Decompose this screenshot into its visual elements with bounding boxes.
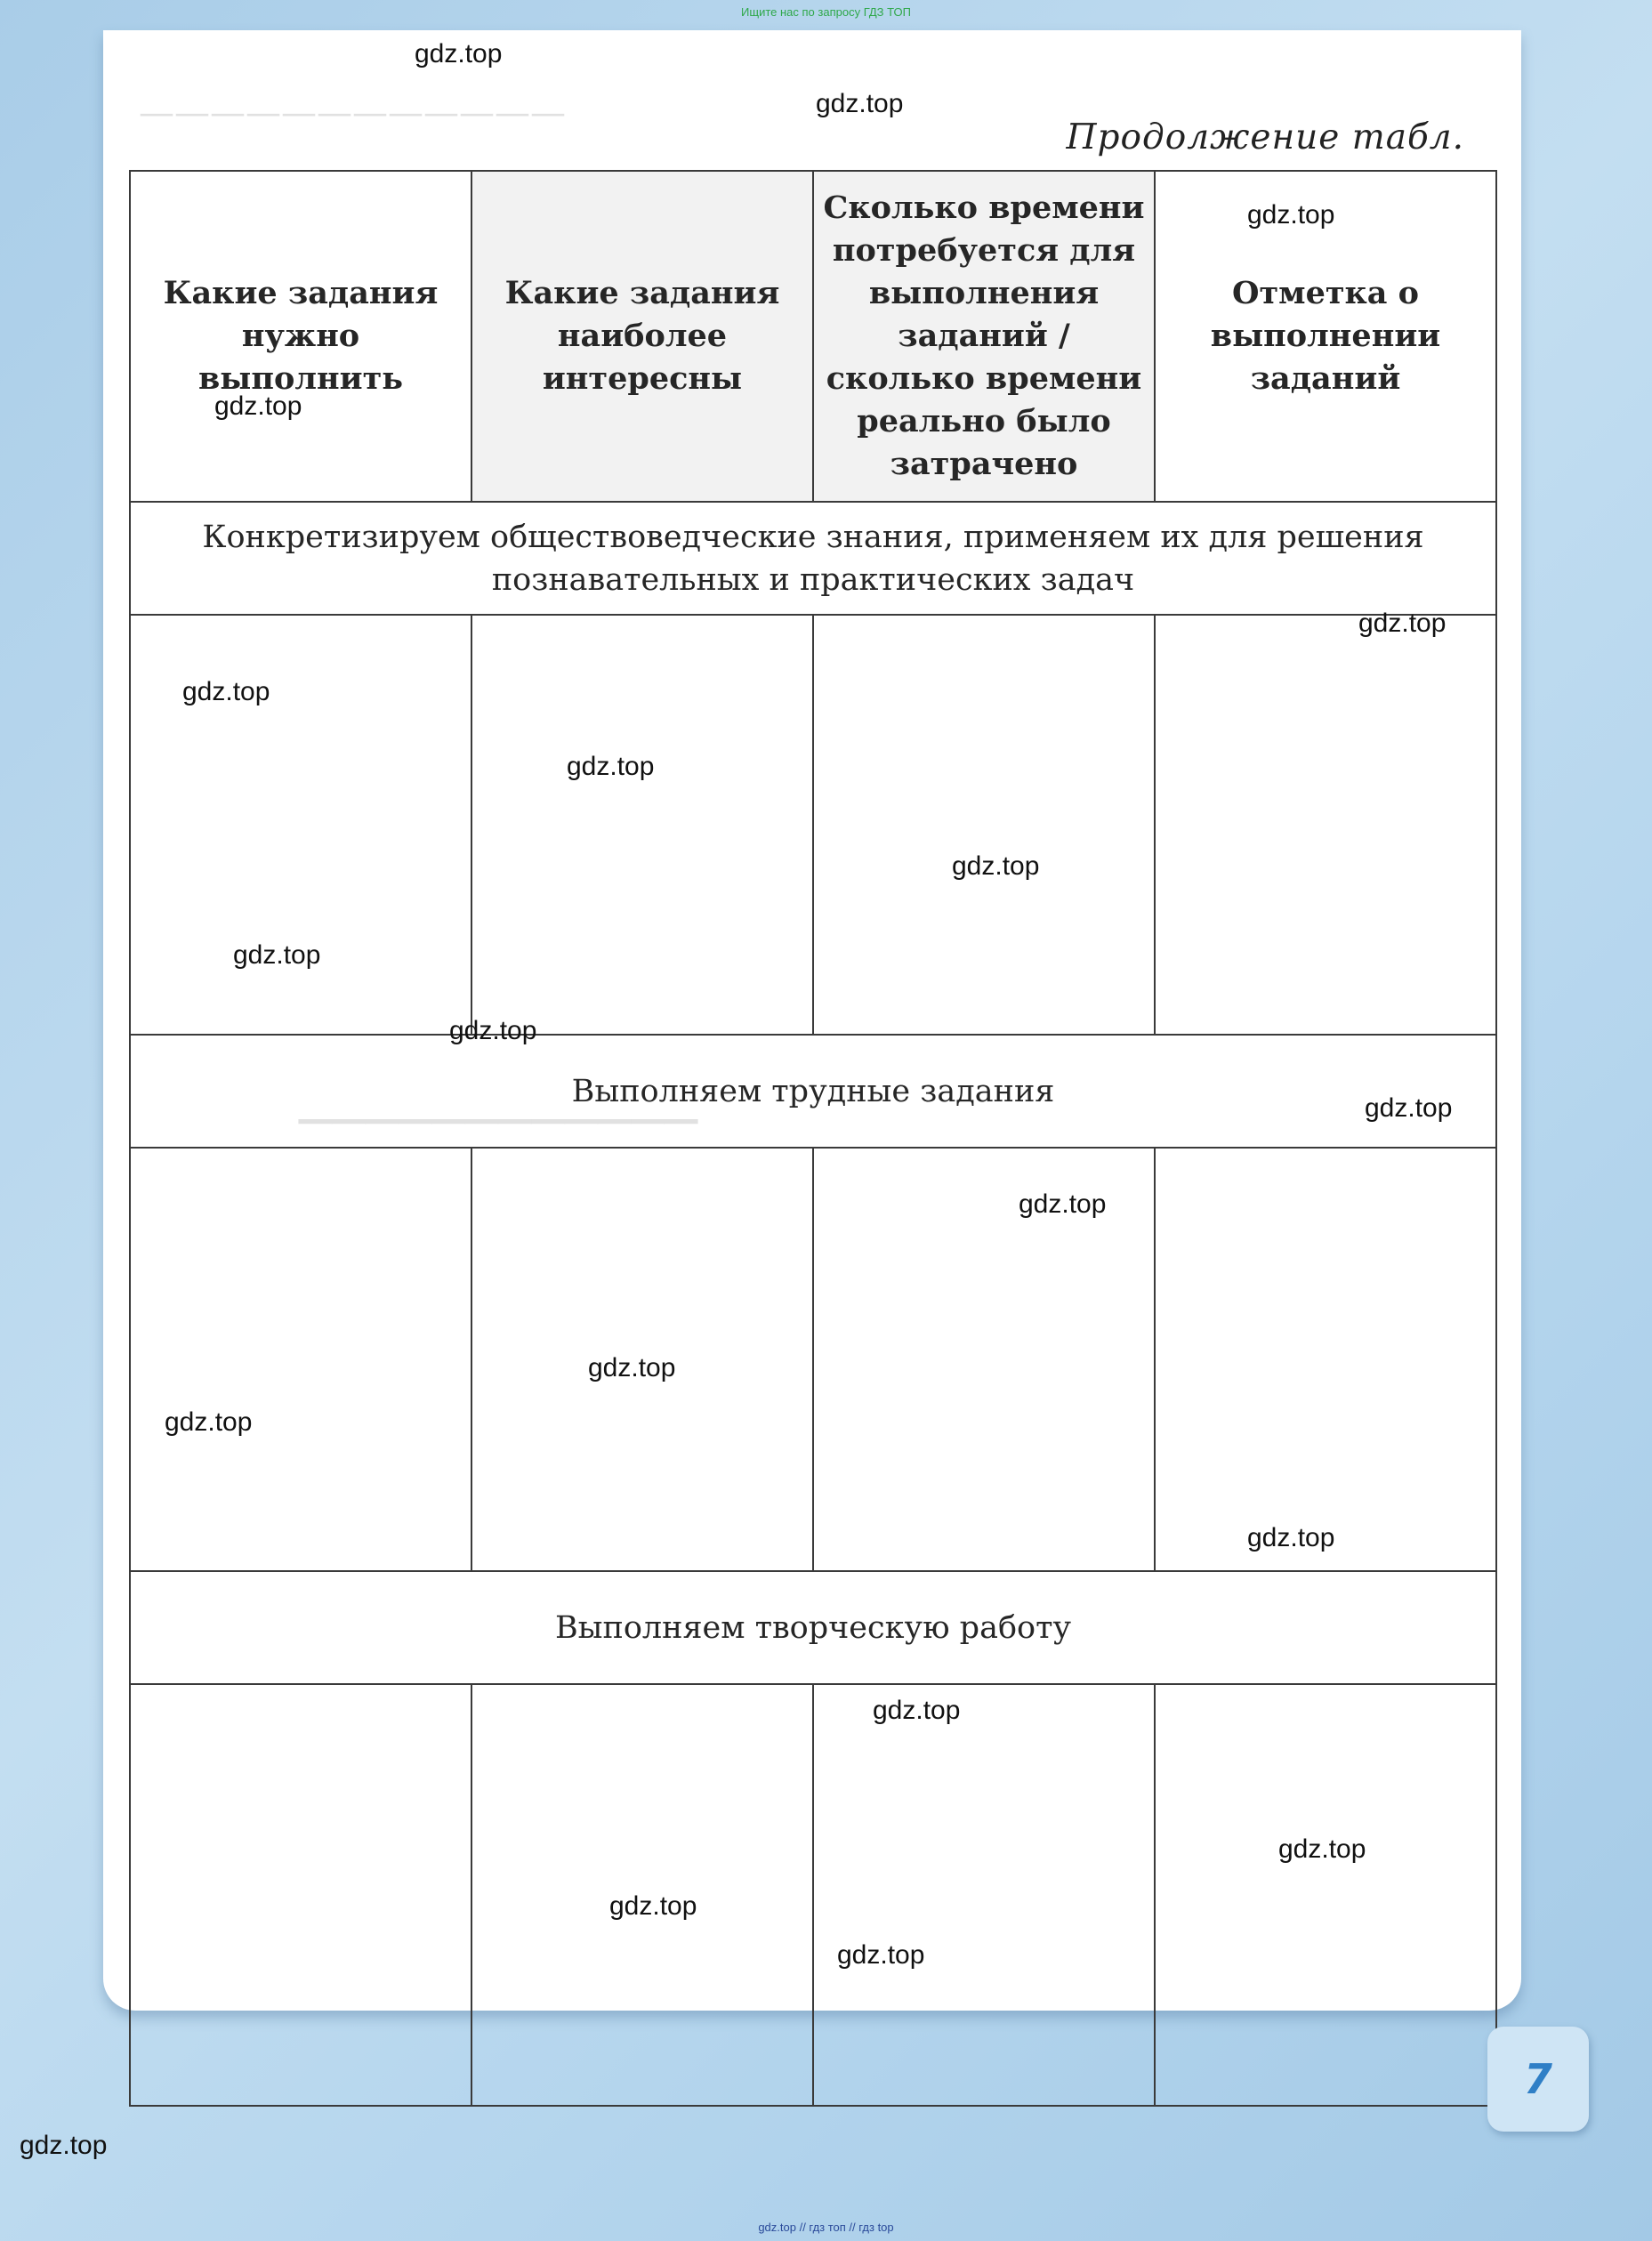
watermark: gdz.top [1365,1093,1453,1123]
watermark: gdz.top [1358,609,1447,638]
section-title-concretize: Конкретизируем обществоведческие знания, применяем их для решения познавательных и практических задач [130,502,1496,615]
table-row [130,615,1496,1035]
watermark: gdz.top [952,851,1040,881]
watermark: gdz.top [837,1940,925,1970]
watermark: gdz.top [1247,1523,1335,1552]
watermark: gdz.top [609,1891,697,1921]
header-interesting-tasks: Какие задания наиболее интересны [471,171,813,502]
cell-time[interactable] [813,1684,1155,2106]
watermark: gdz.top [1019,1189,1107,1219]
section-row [130,1571,1496,1684]
watermark: gdz.top [1278,1834,1366,1864]
section-title-creative: Выполняем творческую работу [130,1571,1496,1684]
section-title-difficult: Выполняем трудные задания [130,1035,1496,1148]
cell-mark[interactable] [1155,615,1496,1035]
watermark: gdz.top [20,2131,108,2160]
watermark: gdz.top [588,1353,676,1382]
watermark: gdz.top [415,39,503,69]
watermark: gdz.top [567,752,655,781]
planning-table [129,170,1497,2107]
cell-tasks[interactable] [130,615,471,1035]
watermark: gdz.top [1247,200,1335,230]
top-banner: Ищите нас по запросу ГДЗ ТОП [741,5,911,19]
watermark: gdz.top [214,391,302,421]
show-through-text: ──────────── [299,1089,697,1154]
header-time-required: Сколько времени потребуется для выполнения заданий / сколько времени реально было затрачено [813,171,1155,502]
watermark: gdz.top [873,1696,961,1725]
page-number: 7 [1487,2027,1589,2132]
header-completion-mark: Отметка о выполнении заданий [1155,171,1496,502]
cell-time[interactable] [813,615,1155,1035]
cell-interesting[interactable] [471,615,813,1035]
workbook-page [103,30,1521,2011]
watermark: gdz.top [233,940,321,970]
section-row [130,502,1496,615]
watermark: gdz.top [165,1407,253,1437]
cell-tasks[interactable] [130,1148,471,1571]
table-row [130,1684,1496,2106]
cell-tasks[interactable] [130,1684,471,2106]
cell-mark[interactable] [1155,1684,1496,2106]
header-tasks-to-do: Какие задания нужно выполнить [130,171,471,502]
cell-mark[interactable] [1155,1148,1496,1571]
section-row [130,1035,1496,1148]
watermark: gdz.top [449,1016,537,1045]
watermark: gdz.top [182,677,270,706]
show-through-text: ———————————— [139,93,566,133]
bottom-banner: gdz.top // гдз топ // гдз top [758,2221,894,2234]
table-row [130,1148,1496,1571]
watermark: gdz.top [816,89,904,118]
continuation-label: Продолжение табл. [1066,117,1464,157]
